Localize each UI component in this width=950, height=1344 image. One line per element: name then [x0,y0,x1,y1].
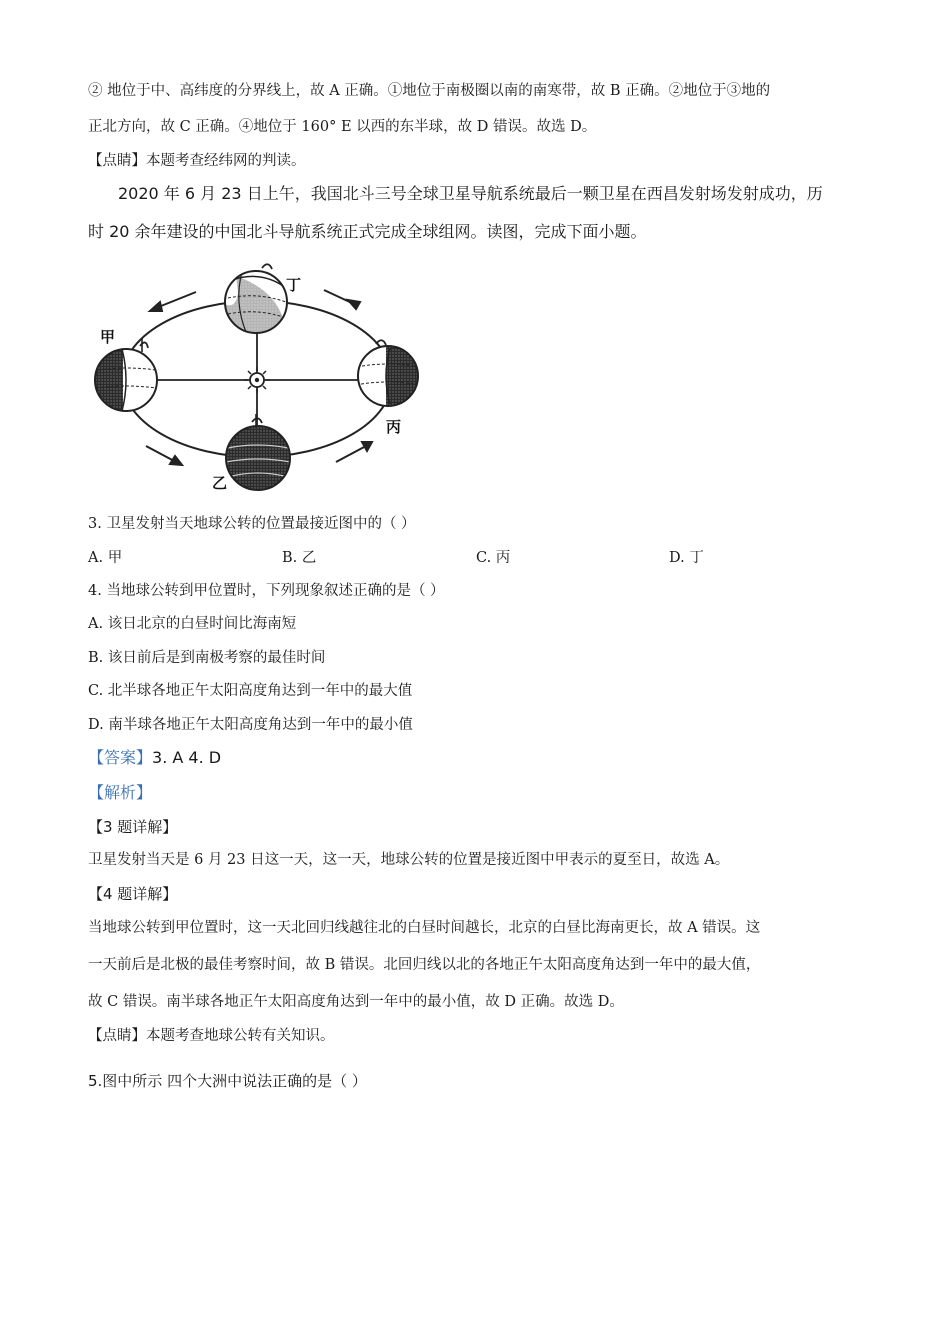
question-4-stem: 4. 当地球公转到甲位置时，下列现象叙述正确的是（ ） [88,583,445,599]
rotation-arrow-icon [140,342,148,348]
passage-line: 时 20 余年建设的中国北斗导航系统正式完成全球组网。读图，完成下面小题。 [88,222,647,241]
q4-option-a[interactable]: A. 该日北京的白昼时间比海南短 [88,616,297,632]
detail-4-text: 当地球公转到甲位置时，这一天北回归线越往北的白昼时间越长，北京的白昼比海南更长，故 A 错误。这 [88,920,761,936]
answer-line [88,748,221,768]
label-bing: 丙 [386,418,402,436]
passage-line: 2020 年 6 月 23 日上午，我国北斗三号全球卫星导航系统最后一颗卫星在西昌发射场发射成功，历 [118,184,823,203]
text-line: 正北方向，故 C 正确。④地位于 160° E 以西的东半球，故 D 错误。故选 D。 [88,119,597,135]
q4-option-d[interactable]: D. 南半球各地正午太阳高度角达到一年中的最小值 [88,717,413,733]
question-3-stem: 3. 卫星发射当天地球公转的位置最接近图中的（ ） [88,516,416,532]
earth-globe-yi [216,422,306,498]
question-5-stem: 5.图中所示 四个大洲中说法正确的是（ ） [88,1072,367,1090]
sun-icon [244,367,270,393]
tip-line: 【点睛】本题考查地球公转有关知识。 [88,1028,335,1044]
q3-option-b[interactable]: B. 乙 [282,550,317,566]
label-jia: 甲 [100,328,116,346]
text-line: ② 地位于中、高纬度的分界线上，故 A 正确。①地位于南极圈以南的南寒带，故 B 正确。②地位于③地的 [88,83,771,99]
q4-option-b[interactable]: B. 该日前后是到南极考察的最佳时间 [88,650,326,666]
rotation-arrow-icon [262,264,272,269]
detail-4-title: 【4 题详解】 [88,885,178,903]
q4-option-c[interactable]: C. 北半球各地正午太阳高度角达到一年中的最大值 [88,683,413,699]
tip-line: 【点睛】本题考查经纬网的判读。 [88,153,306,169]
q3-option-a[interactable]: A. 甲 [88,550,123,566]
detail-3-text: 卫星发射当天是 6 月 23 日这一天，这一天，地球公转的位置是接近图中甲表示的夏至日，故选 A。 [88,852,730,868]
detail-4-text: 故 C 错误。南半球各地正午太阳高度角达到一年中的最小值，故 D 正确。故选 D。 [88,994,624,1010]
q3-option-d[interactable]: D. 丁 [669,550,704,566]
answer-text: 3. A 4. D [152,748,222,767]
q3-option-c[interactable]: C. 丙 [476,550,511,566]
earth-orbit-diagram [86,262,431,498]
detail-4-text: 一天前后是北极的最佳考察时间，故 B 错误。北回归线以北的各地正午太阳高度角达到一年中的最大值， [88,957,761,973]
earth-globe-bing [356,342,426,412]
detail-3-title: 【3 题详解】 [88,818,178,836]
label-ding: 丁 [286,276,302,294]
answer-tag: 【答案】 [88,748,153,767]
analysis-tag: 【解析】 [88,783,153,802]
label-yi: 乙 [212,474,228,492]
earth-globe-ding [216,262,296,342]
